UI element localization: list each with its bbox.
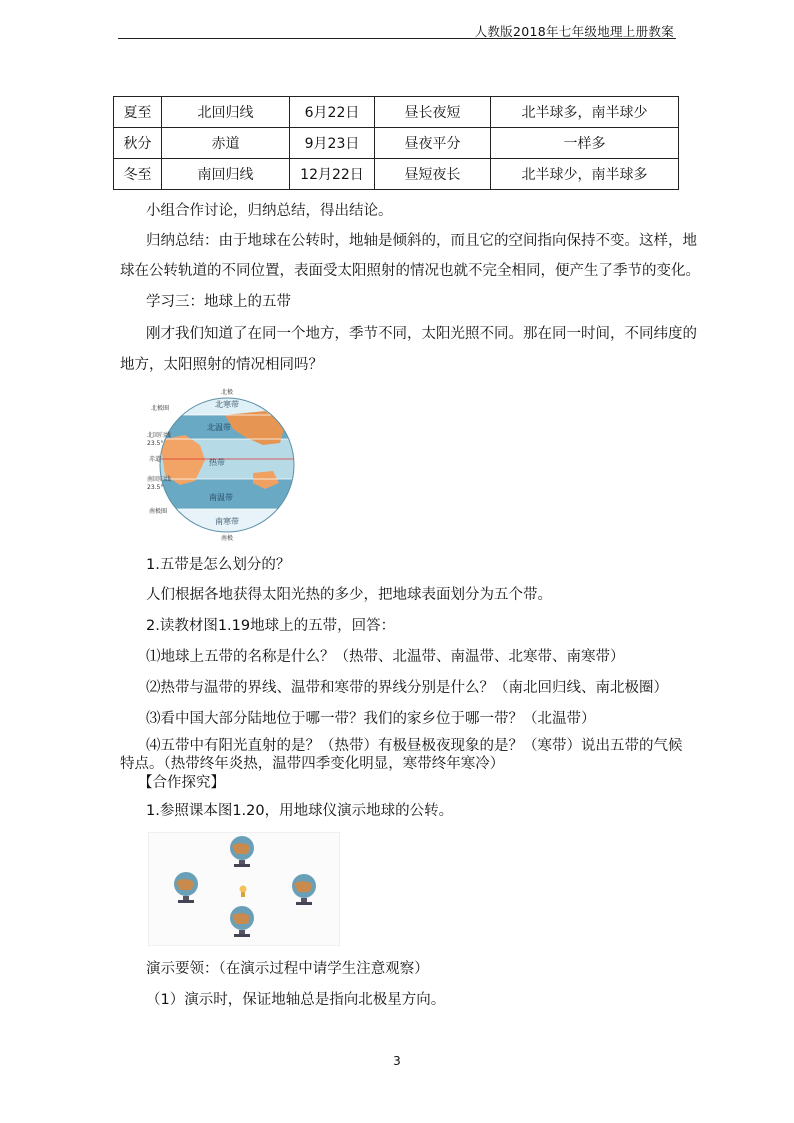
sub-question: ⑵热带与温带的界线、温带和寒带的界线分别是什么？（南北回归线、南北极圈） [146,680,668,696]
paragraph: 小组合作讨论，归纳总结，得出结论。 [146,203,393,219]
sub-question: ⑶看中国大部分陆地位于哪一带？我们的家乡位于哪一带？（北温带） [146,711,596,727]
lat-south-label: 23.5° [147,484,164,491]
section-heading: 学习三：地球上的五带 [146,294,291,310]
table-cell: 12月22日 [290,159,375,190]
paragraph: 演示要领：（在演示过程中请学生注意观察） [146,961,429,977]
paragraph: 归纳总结：由于地球在公转时，地轴是倾斜的，而且它的空间指向保持不变。这样，地 [146,233,697,249]
table-cell: 秋分 [114,128,162,159]
section-heading: 【合作探究】 [138,775,225,791]
earth-revolution-demo-figure [148,832,340,946]
tropical-label: 热带 [209,458,225,467]
arctic-circle-label: 北极圈 [151,405,170,412]
table-cell: 昼长夜短 [375,97,491,128]
five-zones-globe-figure [145,385,295,542]
paragraph: （1）演示时，保证地轴总是指向北极星方向。 [146,992,446,1008]
paragraph: 球在公转轨道的不同位置，表面受太阳照射的情况也就不完全相同，便产生了季节的变化。 [120,263,700,279]
table-cell: 北回归线 [162,97,290,128]
table-cell: 9月23日 [290,128,375,159]
table-cell: 夏至 [114,97,162,128]
sub-question: 特点。（热带终年炎热，温带四季变化明显，寒带终年寒冷） [120,756,505,772]
table-cell: 昼短夜长 [375,159,491,190]
north-frigid-label: 北寒带 [215,400,239,409]
lat-north-label: 23.5° [147,440,164,447]
table-row [114,159,679,190]
table-cell: 赤道 [162,128,290,159]
north-temperate-label: 北温带 [207,423,231,432]
table-cell: 南回归线 [162,159,290,190]
table-row [114,128,679,159]
solar-terms-table [113,96,679,190]
sub-question: ⑴地球上五带的名称是什么？（热带、北温带、南温带、北寒带、南寒带） [146,649,625,665]
table-row [114,97,679,128]
sub-question: ⑷五带中有阳光直射的是？（热带）有极昼极夜现象的是？（寒带）说出五带的气候 [146,738,683,754]
table-cell: 6月22日 [290,97,375,128]
header-title: 人教版2018年七年级地理上册教案 [474,24,674,39]
table-cell: 冬至 [114,159,162,190]
paragraph: 地方，太阳照射的情况相同吗？ [120,357,323,373]
paragraph: 刚才我们知道了在同一个地方，季节不同，太阳光照不同。那在同一时间，不同纬度的 [146,326,697,342]
equator-label: 赤道 [149,456,162,463]
south-temperate-label: 南温带 [209,493,233,502]
table-cell: 北半球多，南半球少 [491,97,679,128]
south-frigid-label: 南寒带 [215,517,239,526]
antarctic-circle-label: 南极圈 [149,508,168,515]
question: 1.五带是怎么划分的？ [146,557,291,573]
question: 2.读教材图1.19地球上的五带，回答： [146,618,396,634]
paragraph: 1.参照课本图1.20，用地球仪演示地球的公转。 [146,803,454,819]
table-cell: 一样多 [491,128,679,159]
table-cell: 昼夜平分 [375,128,491,159]
answer: 人们根据各地获得太阳光热的多少，把地球表面划分为五个带。 [146,587,552,603]
north-pole-label: 北极 [221,389,234,396]
tropic-cancer-label: 北回归线 [147,432,172,439]
page-number: 3 [393,1054,401,1068]
table-cell: 北半球少，南半球多 [491,159,679,190]
page-header [118,18,676,39]
tropic-capricorn-label: 南回归线 [147,476,172,483]
south-pole-label: 南极 [221,535,234,542]
